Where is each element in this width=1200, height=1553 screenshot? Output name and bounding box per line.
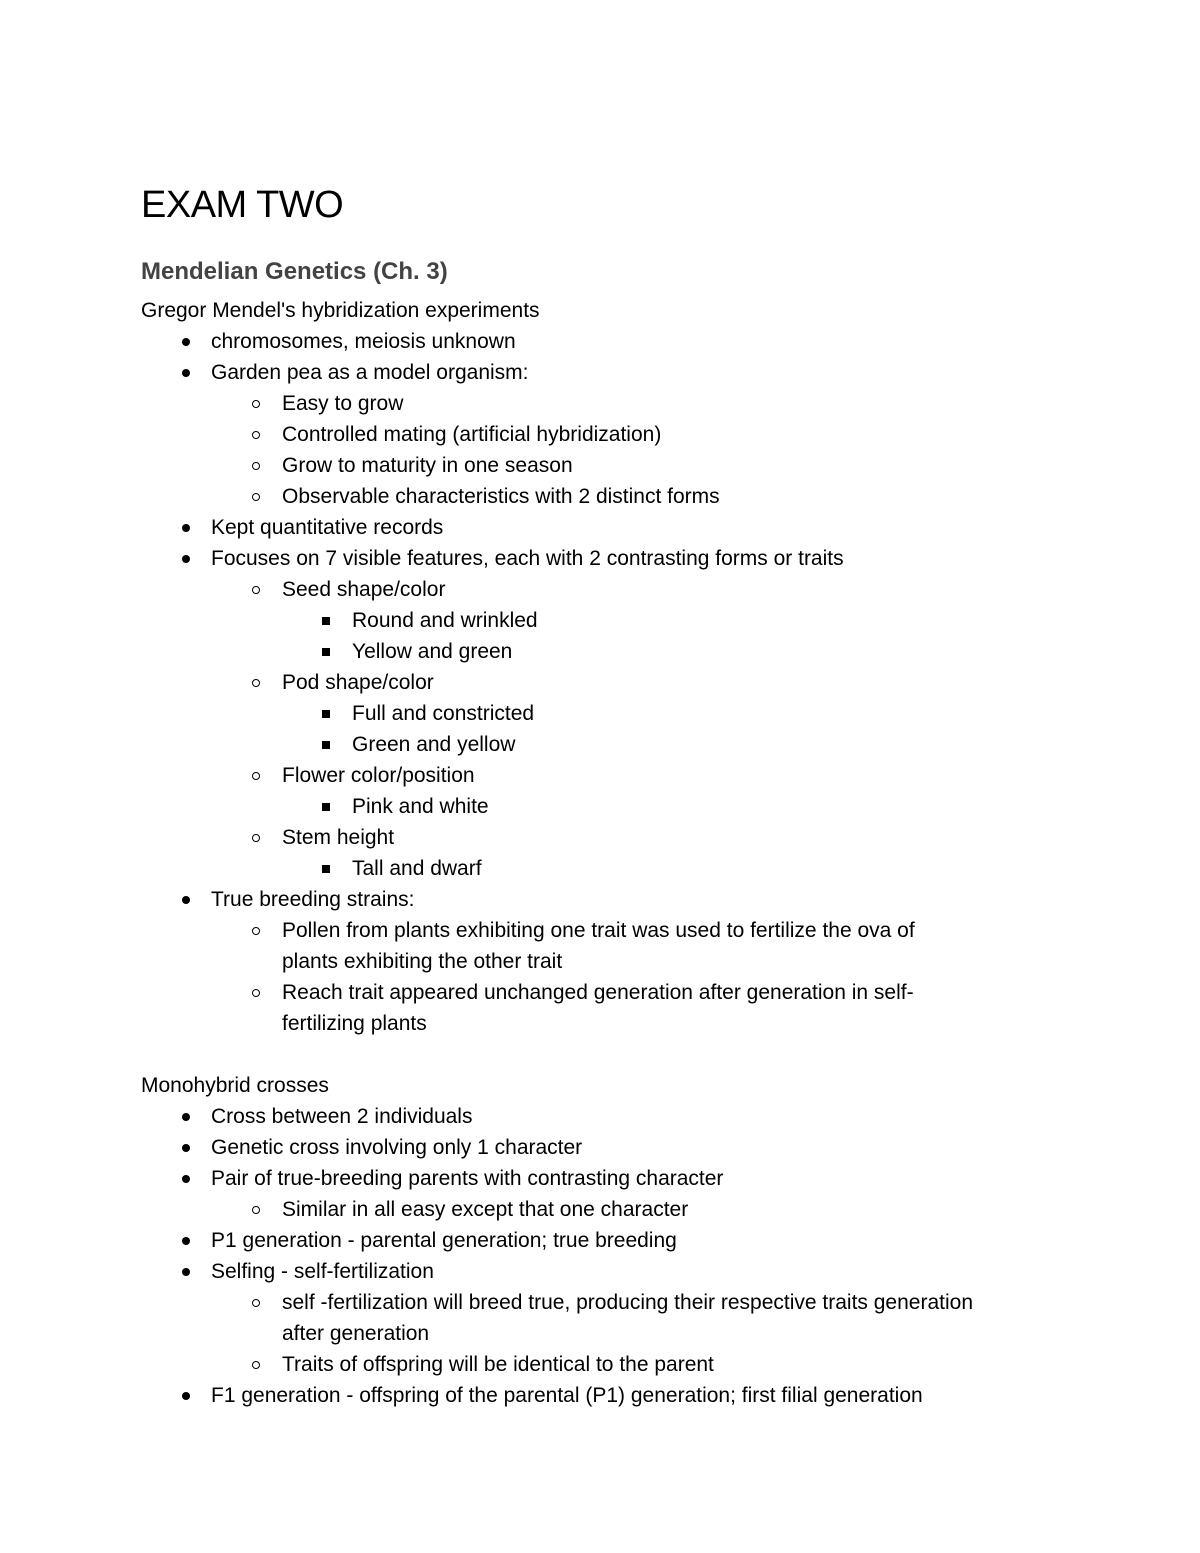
list-item-continuation: plants exhibiting the other trait <box>282 950 563 973</box>
bullet-square-icon <box>319 791 333 822</box>
list-item-continuation: fertilizing plants <box>282 1012 427 1035</box>
list-item: Garden pea as a model organism: <box>141 357 1141 388</box>
bullet-disc-icon <box>179 1256 193 1287</box>
bullet-circle-icon <box>249 574 263 605</box>
list-item: Selfing - self-fertilization <box>141 1256 1141 1287</box>
bullet-circle-icon <box>249 915 263 946</box>
bullet-square-icon <box>319 605 333 636</box>
list-item: P1 generation - parental generation; true breeding <box>141 1225 1141 1256</box>
list-item: Pink and white <box>141 791 1141 822</box>
list-item: Pollen from plants exhibiting one trait was used to fertilize the ova of <box>141 915 1141 946</box>
bullet-circle-icon <box>249 450 263 481</box>
list-item: Traits of offspring will be identical to the parent <box>141 1349 1141 1380</box>
bullet-circle-icon <box>249 1287 263 1318</box>
document-title: EXAM TWO <box>141 184 344 226</box>
list-item: F1 generation - offspring of the parental (P1) generation; first filial generation <box>141 1380 1141 1411</box>
bullet-disc-icon <box>179 357 193 388</box>
mono-list <box>141 1101 1141 1411</box>
list-item: Similar in all easy except that one character <box>141 1194 1141 1225</box>
bullet-square-icon <box>319 729 333 760</box>
bullet-disc-icon <box>179 326 193 357</box>
list-item: Cross between 2 individuals <box>141 1101 1141 1132</box>
list-item: Flower color/position <box>141 760 1141 791</box>
bullet-disc-icon <box>179 1380 193 1411</box>
bullet-circle-icon <box>249 419 263 450</box>
bullet-circle-icon <box>249 1349 263 1380</box>
mendel-intro: Gregor Mendel's hybridization experiments <box>141 299 540 322</box>
mono-intro: Monohybrid crosses <box>141 1074 329 1097</box>
bullet-circle-icon <box>249 760 263 791</box>
bullet-disc-icon <box>179 884 193 915</box>
list-item: Yellow and green <box>141 636 1141 667</box>
list-item: True breeding strains: <box>141 884 1141 915</box>
list-item: Easy to grow <box>141 388 1141 419</box>
bullet-square-icon <box>319 698 333 729</box>
list-item: Pod shape/color <box>141 667 1141 698</box>
list-item: Controlled mating (artificial hybridization) <box>141 419 1141 450</box>
bullet-circle-icon <box>249 822 263 853</box>
paragraph-spacer <box>141 1039 1141 1070</box>
bullet-disc-icon <box>179 1101 193 1132</box>
list-item: Reach trait appeared unchanged generation after generation in self- <box>141 977 1141 1008</box>
list-item: Tall and dwarf <box>141 853 1141 884</box>
bullet-circle-icon <box>249 667 263 698</box>
bullet-disc-icon <box>179 1163 193 1194</box>
document-body <box>141 295 1141 1411</box>
bullet-disc-icon <box>179 543 193 574</box>
bullet-circle-icon <box>249 1194 263 1225</box>
list-item: Seed shape/color <box>141 574 1141 605</box>
list-item: Green and yellow <box>141 729 1141 760</box>
section-heading: Mendelian Genetics (Ch. 3) <box>141 258 448 285</box>
list-item: Grow to maturity in one season <box>141 450 1141 481</box>
list-item: Pair of true-breeding parents with contrasting character <box>141 1163 1141 1194</box>
bullet-circle-icon <box>249 977 263 1008</box>
list-item: Round and wrinkled <box>141 605 1141 636</box>
bullet-circle-icon <box>249 481 263 512</box>
mendel-list <box>141 326 1141 1039</box>
list-item: Focuses on 7 visible features, each with 2 contrasting forms or traits <box>141 543 1141 574</box>
list-item: Kept quantitative records <box>141 512 1141 543</box>
list-item: self -fertilization will breed true, producing their respective traits generation <box>141 1287 1141 1318</box>
bullet-circle-icon <box>249 388 263 419</box>
list-item: Genetic cross involving only 1 character <box>141 1132 1141 1163</box>
bullet-disc-icon <box>179 1225 193 1256</box>
bullet-square-icon <box>319 853 333 884</box>
list-item: chromosomes, meiosis unknown <box>141 326 1141 357</box>
list-item: Observable characteristics with 2 distinct forms <box>141 481 1141 512</box>
bullet-square-icon <box>319 636 333 667</box>
bullet-disc-icon <box>179 512 193 543</box>
list-item: Full and constricted <box>141 698 1141 729</box>
list-item-continuation: after generation <box>282 1322 430 1345</box>
bullet-disc-icon <box>179 1132 193 1163</box>
list-item: Stem height <box>141 822 1141 853</box>
